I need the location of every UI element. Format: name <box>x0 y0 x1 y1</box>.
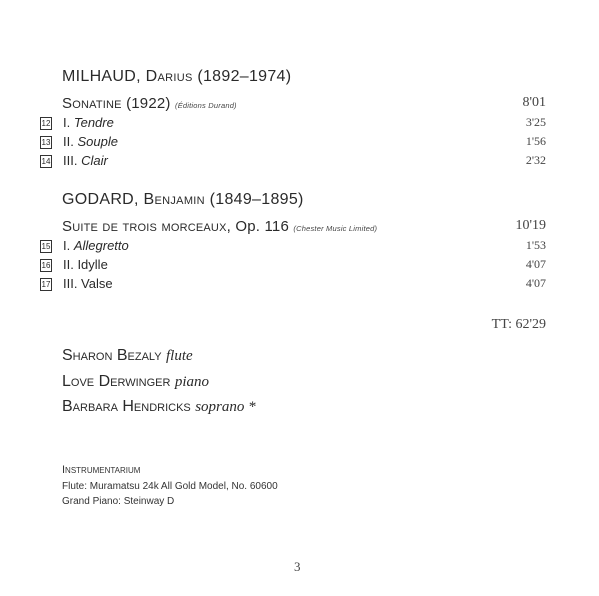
track-number-box: 13 <box>41 138 51 147</box>
track-duration: 1'56 <box>525 134 546 148</box>
track-row <box>40 153 546 173</box>
instrumentarium-heading: Instrumentarium <box>62 464 141 476</box>
track-title: II. Souple <box>63 134 118 149</box>
track-number-box: 16 <box>41 261 51 270</box>
composer-last-name: GODARD <box>62 191 135 208</box>
performer-instrument: piano <box>174 374 210 390</box>
performer-instrument: soprano * <box>195 399 256 415</box>
track-number-box: 15 <box>41 242 51 251</box>
track-row <box>40 134 546 154</box>
track-duration: 4'07 <box>525 276 546 290</box>
composer-last-name: MILHAUD <box>62 68 137 85</box>
performer-row <box>62 373 209 391</box>
performer-name: Barbara Hendricks <box>62 398 191 415</box>
work-title: Suite de trois morceaux <box>62 218 227 235</box>
work-duration: 10'19 <box>515 218 546 233</box>
performer-instrument: flute <box>166 348 193 364</box>
composer-first-name: Darius <box>145 68 193 85</box>
track-row <box>40 276 546 296</box>
work-duration: 8'01 <box>522 95 546 110</box>
track-duration: 3'25 <box>525 115 546 129</box>
track-title: I. Allegretto <box>63 238 129 253</box>
work-detail: , Op. 116 <box>226 218 290 235</box>
work-title: Sonatine <box>62 95 122 112</box>
track-title: III. Clair <box>63 153 108 168</box>
work-detail: (1922) <box>126 95 171 112</box>
composer-heading-milhaud: MILHAUD, Darius (1892–1974) <box>62 68 292 85</box>
track-number-box: 17 <box>41 280 51 289</box>
work-publisher: (Chester Music Limited) <box>293 224 378 233</box>
performer-row <box>62 347 193 365</box>
track-title: II. Idylle <box>63 257 108 272</box>
track-number-box: 12 <box>41 119 51 128</box>
work-title-row-sonatine <box>62 95 237 112</box>
composer-years: (1849–1895) <box>209 191 304 208</box>
work-publisher: (Éditions Durand) <box>175 101 237 110</box>
track-number-box: 14 <box>41 157 51 166</box>
track-row <box>40 257 546 277</box>
work-title-row-suite <box>62 218 377 235</box>
composer-first-name: Benjamin <box>143 191 205 208</box>
instrumentarium-line: Flute: Muramatsu 24k All Gold Model, No. 60600 <box>62 481 278 492</box>
track-title: I. Tendre <box>63 115 114 130</box>
track-duration: 2'32 <box>525 153 546 167</box>
track-title: III. Valse <box>63 276 113 291</box>
track-row <box>40 238 546 258</box>
track-row <box>40 115 546 135</box>
performer-name: Sharon Bezaly <box>62 347 162 364</box>
performer-row <box>62 398 256 416</box>
track-duration: 4'07 <box>525 257 546 271</box>
instrumentarium-line: Grand Piano: Steinway D <box>62 496 175 507</box>
track-duration: 1'53 <box>525 238 546 252</box>
composer-heading-godard: GODARD, Benjamin (1849–1895) <box>62 191 304 208</box>
page-number: 3 <box>294 559 301 574</box>
composer-years: (1892–1974) <box>197 68 292 85</box>
performer-name: Love Derwinger <box>62 373 171 390</box>
total-time: TT: 62'29 <box>491 317 546 332</box>
